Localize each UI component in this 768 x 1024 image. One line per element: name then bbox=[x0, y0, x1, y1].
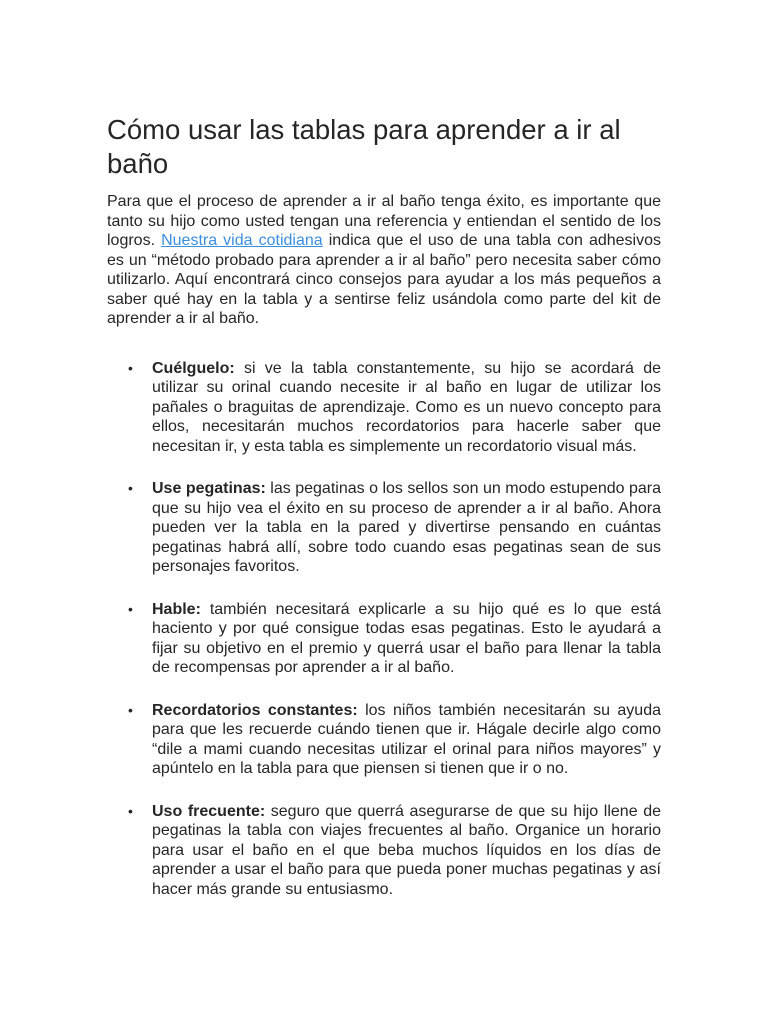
intro-text-after-link: indica que el uso de una tabla con adhesivos es un “método probado para aprender a ir al baño” pero necesita saber cómo utilizarlo. Aquí encontrará cinco consejos para ayudar a los más pequeños a saber qué hay en la tabla y a sentirse feliz usándola como parte del kit de aprender a ir al baño. bbox=[107, 232, 662, 327]
intro-paragraph bbox=[107, 192, 661, 329]
tip-term: Hable: bbox=[152, 600, 201, 618]
tip-text: si ve la tabla constantemente, su hijo se acordará de utilizar su orinal cuando necesite ir al baño en lugar de utilizar los pañales o braguitas de aprendizaje. Como es un nuevo concepto para ellos, necesitarán muchos recordatorios para hacerle saber que necesitan ir, y esta tabla es simplemente un recordatorio visual más. bbox=[152, 359, 661, 455]
list-item bbox=[107, 359, 661, 457]
document-page bbox=[107, 113, 661, 922]
bullet-icon: • bbox=[128, 802, 133, 819]
nuestra-vida-cotidiana-link[interactable]: Nuestra vida cotidiana bbox=[161, 232, 323, 249]
tip-text: las pegatinas o los sellos son un modo estupendo para que su hijo vea el éxito en su proceso de aprender a ir al baño. Ahora pueden ver la tabla en la pared y divertirse pensando en cuántas pegatinas habrá allí, sobre todo cuando esas pegatinas sean de sus personajes favoritos. bbox=[152, 480, 662, 575]
tip-text: los niños también necesitarán su ayuda para que les recuerde cuándo tienen que ir. Hágale decirle algo como “dile a mami cuando necesitas utilizar el orinal para niños mayores” y apúntelo en la tabla para que piensen si tienen que ir o no. bbox=[152, 701, 661, 777]
tip-text: seguro que querrá asegurarse de que su hijo llene de pegatinas la tabla con viajes frecuentes al baño. Organice un horario para usar el baño en el que beba muchos líquidos en los días de aprender a usar el baño para que pueda poner muchas pegatinas y así hacer más grande su entusiasmo. bbox=[152, 802, 662, 898]
bullet-icon: • bbox=[128, 480, 133, 496]
tip-term: Recordatorios constantes: bbox=[152, 701, 358, 719]
bullet-icon: • bbox=[128, 359, 133, 376]
page-title: Cómo usar las tablas para aprender a ir al baño bbox=[107, 114, 621, 179]
tip-text: también necesitará explicarle a su hijo qué es lo que está haciento y por qué consigue todas esas pegatinas. Esto le ayudará a fijar su objetivo en el premio y querrá usar el baño para llenar la tabla de recompensas por aprender a ir al baño. bbox=[152, 600, 661, 676]
list-item bbox=[107, 600, 661, 678]
list-item bbox=[107, 479, 661, 577]
tips-list bbox=[107, 359, 661, 900]
bullet-icon: • bbox=[128, 600, 133, 617]
tip-term: Uso frecuente: bbox=[152, 802, 266, 820]
tip-term: Use pegatinas: bbox=[152, 480, 266, 497]
bullet-icon: • bbox=[128, 701, 133, 718]
list-item bbox=[107, 802, 661, 900]
intro-text-before-link: Para que el proceso de aprender a ir al baño tenga éxito, es importante que tanto su hijo como usted tengan una referencia y entiendan el sentido de los logros. bbox=[107, 193, 661, 249]
list-item bbox=[107, 701, 661, 779]
tip-term: Cuélguelo: bbox=[152, 359, 235, 377]
